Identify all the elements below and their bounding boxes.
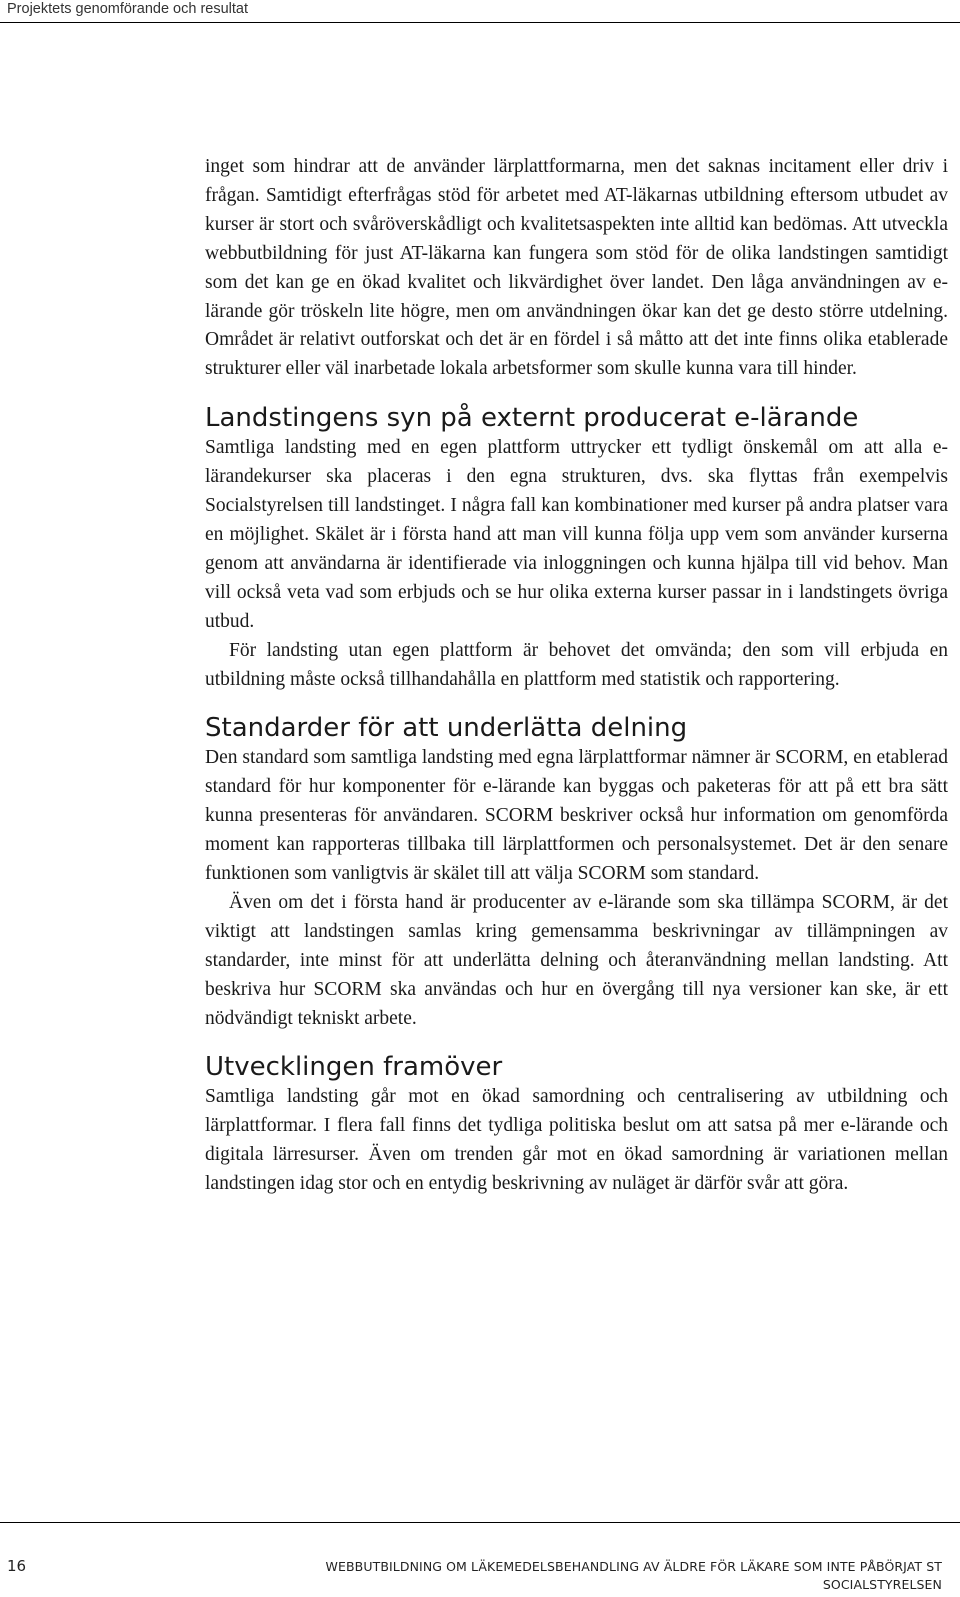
body-paragraph: För landsting utan egen plattform är behovet det omvända; den som vill erbjuda en utbildning måste också tillhandahålla en plattform med statistik och rapportering. [205,639,948,690]
main-content [205,153,948,1199]
footer-publisher: SOCIALSTYRELSEN [822,1577,942,1592]
running-header-title: Projektets genomförande och resultat [7,1,248,17]
body-paragraph: Även om det i första hand är producenter av e-lärande som ska tillämpa SCORM, är det viktigt att landstingen samlas kring gemensamma beskrivningar av tillämpningen av standarder, inte minst för att underlätta delning och återanvändning mellan landsting. Att beskriva hur SCORM ska användas och hur en övergång till nya versioner kan ske, är ett nödvändigt tekniskt arbete. [205,891,948,1029]
section-heading-standards: Standarder för att underlätta delning [205,713,688,744]
section-heading-future: Utvecklingen framöver [205,1052,503,1083]
page-number: 16 [7,1557,27,1575]
body-paragraph: Samtliga landsting går mot en ökad samordning och centralisering av utbildning och lärplattformar. I flera fall finns det tydliga politiska beslut om att satsa på mer e-lärande och digitala lärresurser. Även om trenden går mot en ökad samordning är variationen mellan landstingen idag stor och en entydig beskrivning av nuläget är därför svår att göra. [205,1086,948,1195]
body-paragraph: Den standard som samtliga landsting med egna lärplattformar nämner är SCORM, en etablerad standard för hur komponenter för e-lärande kan byggas och paketeras för att på ett bra sätt kunna presenteras för användaren. SCORM beskriver också hur information om genomförda moment kan rapporteras tillbaka till lärplattformen och personalsystemet. Det är den senare funktionen som vanligtvis är skälet till att välja SCORM som standard. [205,747,948,885]
section-heading-external-elearning: Landstingens syn på externt producerat e-lärande [205,403,859,434]
footer-document-title: WEBBUTBILDNING OM LÄKEMEDELSBEHANDLING AV ÄLDRE FÖR LÄKARE SOM INTE PÅBÖRJAT ST [325,1559,942,1574]
footer-divider [0,1522,960,1523]
running-header [0,0,960,23]
body-paragraph: inget som hindrar att de använder lärplattformarna, men det saknas incitament eller driv i frågan. Samtidigt efterfrågas stöd för arbetet med AT-läkarnas utbildning eftersom utbudet av kurser är stort och svåröverskådligt och kvalitetsaspekten inte alltid kan bedömas. Att utveckla webbutbildning för just AT-läkarna kan fungera som stöd för de olika landstingen samtidigt som det kan ge en ökad kvalitet och likvärdighet över landet. Den låga användningen av e-lärande gör tröskeln lite högre, men om användningen ökar kan det ge desto större utdelning. Området är relativt outforskat och det är en fördel i så måtto att det inte finns olika etablerade strukturer eller väl inarbetade lokala arbetsformer som skulle kunna vara till hinder. [205,156,948,380]
body-paragraph: Samtliga landsting med en egen plattform uttrycker ett tydligt önskemål om att alla e-lärandekurser ska placeras i den egna strukturen, dvs. ska flyttas från exempelvis Socialstyrelsen till landstinget. I några fall kan kombinationer med kurser på andra platser vara en möjlighet. Skälet är i första hand att man vill kunna följa upp vem som använder kurserna genom att användarna är identifierade via inloggningen och kunna hjälpa till vid behov. Man vill också veta vad som erbjuds och se hur olika externa kurser passar in i landstingets övriga utbud. [205,437,948,632]
footer-title [302,1558,942,1594]
